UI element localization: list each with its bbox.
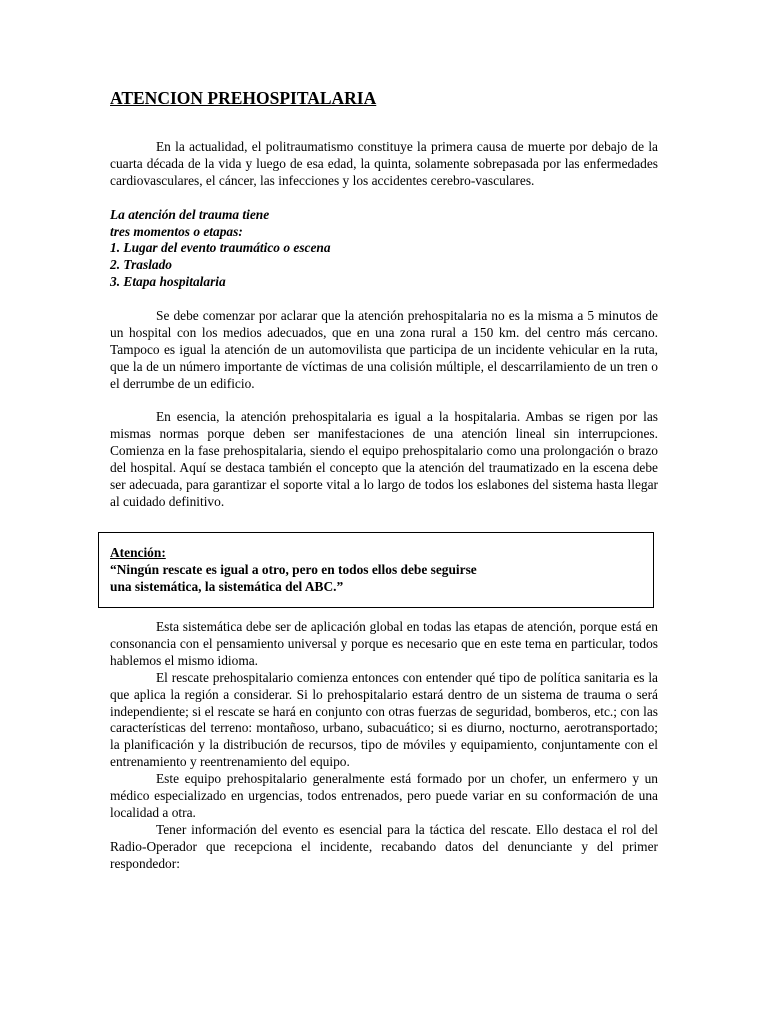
note-line: “Ningún rescate es igual a otro, pero en todos ellos debe seguirse [110, 561, 477, 577]
document-body [110, 88, 658, 511]
moments-line: tres momentos o etapas: [110, 223, 243, 239]
paragraph-radio-operator: Tener información del evento es esencial para la táctica del rescate. Ello destaca el rol del Radio-Operador que recepciona el incidente, recabando datos del denunciante y del primer respondedor: [110, 821, 658, 871]
paragraph-systematic: Esta sistemática debe ser de aplicación global en todas las etapas de atención, porque está en consonancia con el pensamiento universal y porque es necesario que en este tema en particular, todos hablemos el mismo idioma. [110, 619, 658, 668]
document-title: ATENCION PREHOSPITALARIA [110, 88, 377, 108]
trauma-moments-list [110, 207, 658, 292]
paragraph-team: Este equipo prehospitalario generalmente está formado por un chofer, un enfermero y un médico especializado en urgencias, todos entrenados, pero puede variar en su conformación de una localidad a otra. [110, 771, 658, 820]
note-heading: Atención: [110, 545, 166, 560]
document-body-lower [110, 619, 658, 873]
paragraph-rescue-policy: El rescate prehospitalario comienza entonces con entender qué tipo de política sanitaria es la que aplica la región a considerar. Si lo prehospitalario estará dentro de un sistema de trauma o será independiente; si el rescate se hará en conjunto con otras fuerzas de seguridad, bomberos, etc.; con las características del terreno: montañoso, urbano, subacuático; si es diurno, nocturno, aerotransportado; la planificación y la distribución de recursos, tipo de móviles y equipamiento, conjuntamente con el entrenamiento y reentrenamiento del equipo. [110, 669, 658, 770]
paragraph-intro: En la actualidad, el politraumatismo constituye la primera causa de muerte por debajo de la cuarta década de la vida y luego de esa edad, la quinta, solamente sobrepasada por las enfermedades cardiovasculares, el cáncer, las infecciones y los accidentes cerebro-vasculares. [110, 139, 658, 188]
moments-line: La atención del trauma tiene [110, 206, 270, 222]
moments-item: 2. Traslado [110, 257, 172, 273]
moments-item: 1. Lugar del evento traumático o escena [110, 240, 331, 256]
paragraph-prehospital-context: Se debe comenzar por aclarar que la atención prehospitalaria no es la misma a 5 minutos de un hospital con los medios adecuados, que en una zona rural a 150 km. del centro más cercano. Tampoco es igual la atención de un automovilista que participa de un incidente vehicular en la ruta, que la de un número importante de víctimas de una colisión múltiple, el descarrilamiento de un tren o el derrumbe de un edificio. [110, 308, 658, 391]
note-line: una sistemática, la sistemática del ABC.” [110, 578, 344, 594]
paragraph-essence: En esencia, la atención prehospitalaria es igual a la hospitalaria. Ambas se rigen por las mismas normas porque deben ser manifestaciones de una atención lineal sin interrupciones. Comienza en la fase prehospitalaria, siendo el equipo prehospitalario como una prolongación o brazo del hospital. Aquí se destaca también el concepto que la atención del traumatizado en la escena debe ser adecuada, para garantizar el soporte vital a lo largo de todos los eslabones del sistema hasta llegar al cuidado definitivo. [110, 409, 658, 509]
attention-note-box [98, 532, 654, 608]
moments-item: 3. Etapa hospitalaria [110, 274, 226, 290]
